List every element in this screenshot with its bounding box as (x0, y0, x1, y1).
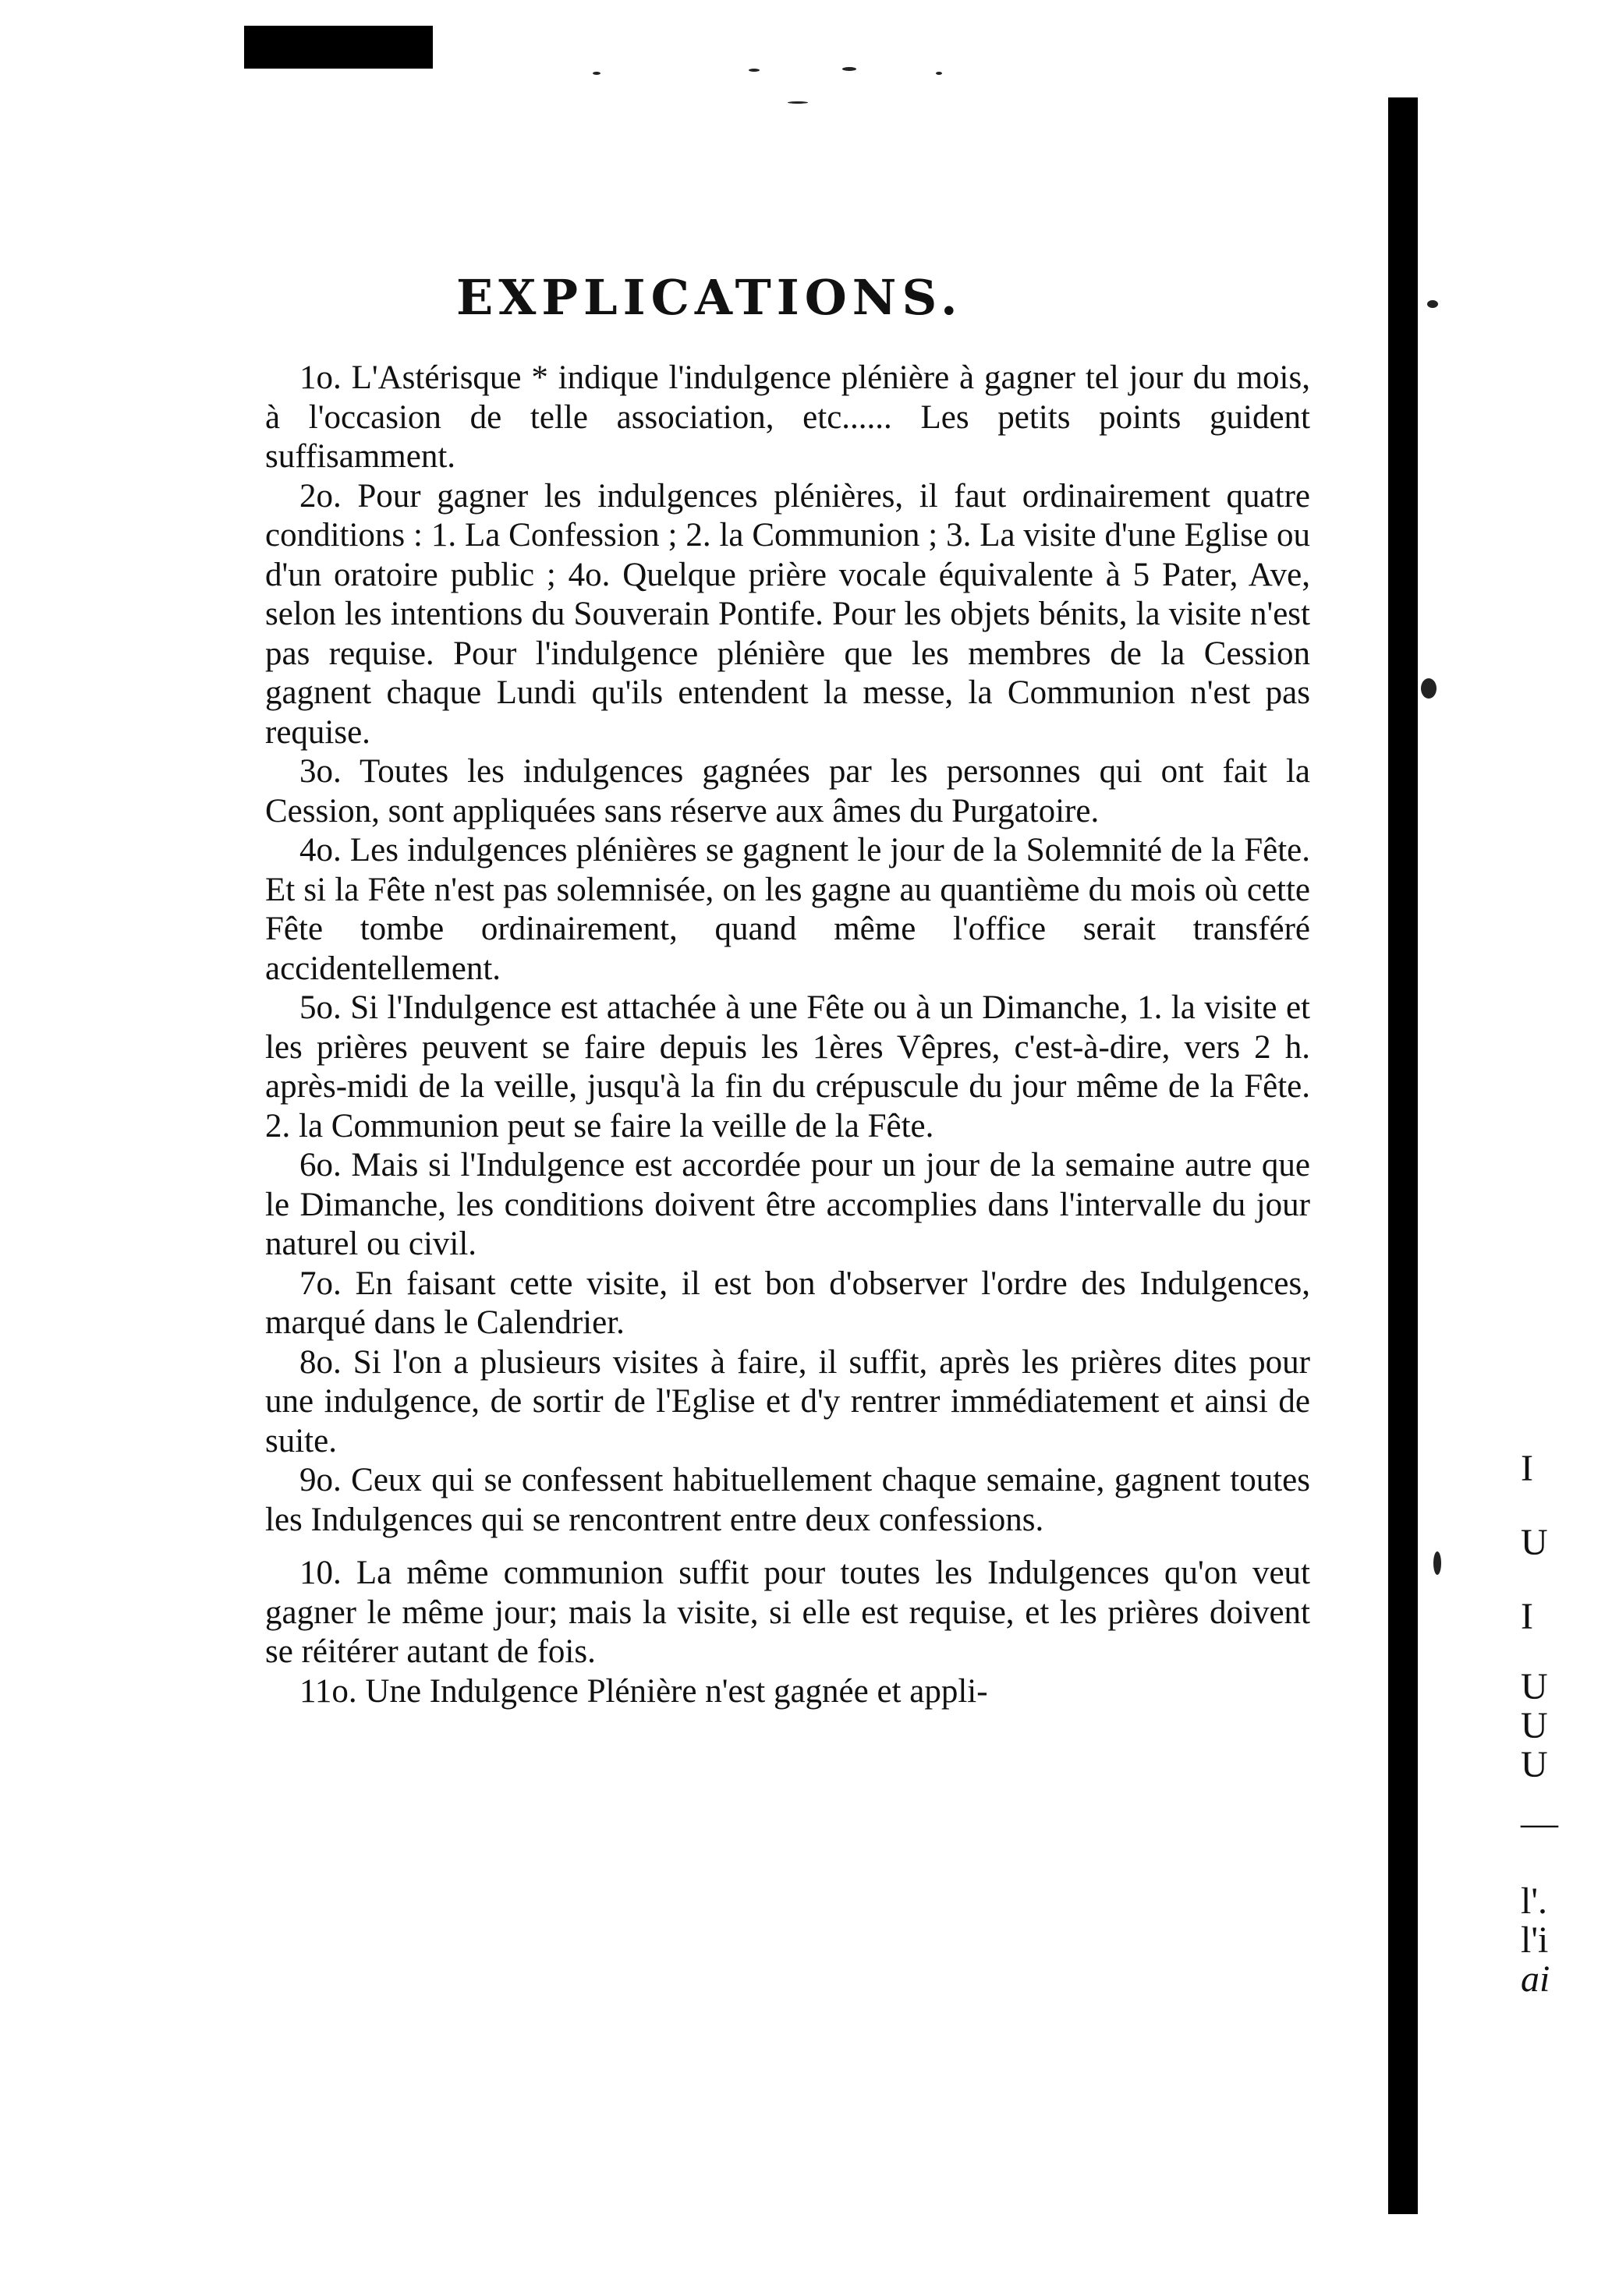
margin-letter: U (1521, 1522, 1548, 1563)
paragraph-7 (265, 1265, 1310, 1343)
paragraph-number: 7o. (299, 1265, 342, 1302)
paragraph-11 (265, 1672, 1310, 1712)
page-edge-bar (1388, 97, 1418, 2214)
scan-speck (1421, 678, 1437, 699)
paragraph-text: Une Indulgence Plénière n'est gagnée et appli- (356, 1672, 988, 1710)
paragraph-text: Ceux qui se confessent habituellement chaque semaine, gagnent toutes les Indulgences qui se rencontrent entre deux confessions. (265, 1462, 1310, 1538)
margin-letter: I (1521, 1448, 1533, 1489)
margin-letter: U (1521, 1666, 1548, 1707)
scan-speck (842, 67, 856, 71)
paragraph-9 (265, 1461, 1310, 1540)
paragraph-number: 3o. (299, 753, 342, 790)
paragraph-number: 4o. (299, 832, 342, 869)
paragraph-text: Toutes les indulgences gagnées par les personnes qui ont fait la Cession, sont appliquées sans réserve aux âmes du Purgatoire. (265, 753, 1310, 830)
paragraph-text: Si l'on a plusieurs visites à faire, il suffit, après les prières dites pour une indulgence, de sortir de l'Eglise et d'y rentrer immédiatement et ainsi de suite. (265, 1343, 1310, 1459)
paragraph-6 (265, 1146, 1310, 1265)
paragraph-text: Si l'Indulgence est attachée à une Fête ou à un Dimanche, 1. la visite et les prières peuvent se faire depuis les 1ères Vêpres, c'est-à-dire, vers 2 h. après-midi de la veille, jusqu'à la fin du crépuscule du jour même de la Fête. 2. la Communion peut se faire la veille de la Fête. (265, 989, 1310, 1144)
paragraph-number: 1o. (299, 359, 342, 396)
paragraph-number: 10. (299, 1555, 342, 1591)
explications-body (265, 359, 1310, 1711)
margin-letter: ai (1521, 1958, 1550, 2000)
margin-letter: — (1521, 1802, 1558, 1844)
margin-letter: U (1521, 1705, 1548, 1746)
paragraph-number: 8o. (299, 1343, 342, 1381)
scan-speck (749, 69, 760, 72)
paragraph-text: Pour gagner les indulgences plénières, il faut ordinairement quatre conditions : 1. La Confession ; 2. la Communion ; 3. La visite d'une Eglise ou d'un oratoire public ; 4o. Quelque prière vocale équivalente à 5 Pater, Ave, selon les intentions du Souverain Pontife. Pour les objets bénits, la visite n'est pas requise. Pour l'indulgence plénière que les membres de la Cession gagnent chaque Lundi qu'ils entendent la messe, la Communion n'est pas requise. (265, 477, 1310, 751)
paragraph-5 (265, 989, 1310, 1146)
paragraph-text: Mais si l'Indulgence est accordée pour un jour de la semaine autre que le Dimanche, les conditions doivent être accomplies dans l'intervalle du jour naturel ou civil. (265, 1147, 1310, 1262)
scan-speck (788, 101, 808, 104)
redaction-bar (244, 26, 433, 69)
paragraph-number: 5o. (299, 989, 342, 1026)
margin-letter: I (1521, 1596, 1533, 1637)
paragraph-number: 2o. (299, 477, 342, 515)
paragraph-1 (265, 359, 1310, 477)
paragraph-2 (265, 477, 1310, 753)
margin-letter: l'. (1521, 1880, 1547, 1922)
paragraph-8 (265, 1343, 1310, 1462)
paragraph-number: 6o. (299, 1147, 342, 1183)
scan-speck (936, 72, 942, 75)
paragraph-3 (265, 752, 1310, 831)
paragraph-text: En faisant cette visite, il est bon d'observer l'ordre des Indulgences, marqué dans le Calendrier. (265, 1265, 1310, 1341)
paragraph-text: Les indulgences plénières se gagnent le jour de la Solemnité de la Fête. Et si la Fête n'est pas solemnisée, on les gagne au quantième du mois où cette Fête tombe ordinairement, quand même l'office serait transféré accidentellement. (265, 832, 1310, 987)
page-title: EXPLICATIONS. (456, 269, 963, 326)
margin-letter: l'i (1521, 1919, 1549, 1961)
paragraph-number: 11o. (299, 1672, 357, 1710)
scan-speck (1433, 1551, 1441, 1575)
paragraph-4 (265, 831, 1310, 989)
scan-speck (593, 72, 600, 75)
paragraph-number: 9o. (299, 1462, 342, 1498)
paragraph-text: La même communion suffit pour toutes les Indulgences qu'on veut gagner le même jour; mais la visite, si elle est requise, et les prières doivent se réitérer autant de fois. (265, 1555, 1310, 1670)
paragraph-text: L'Astérisque * indique l'indulgence plénière à gagner tel jour du mois, à l'occasion de telle association, etc...... Les petits points guident suffisamment. (265, 359, 1310, 475)
paragraph-10 (265, 1554, 1310, 1672)
margin-letter: U (1521, 1744, 1548, 1785)
scan-speck (1427, 300, 1438, 308)
